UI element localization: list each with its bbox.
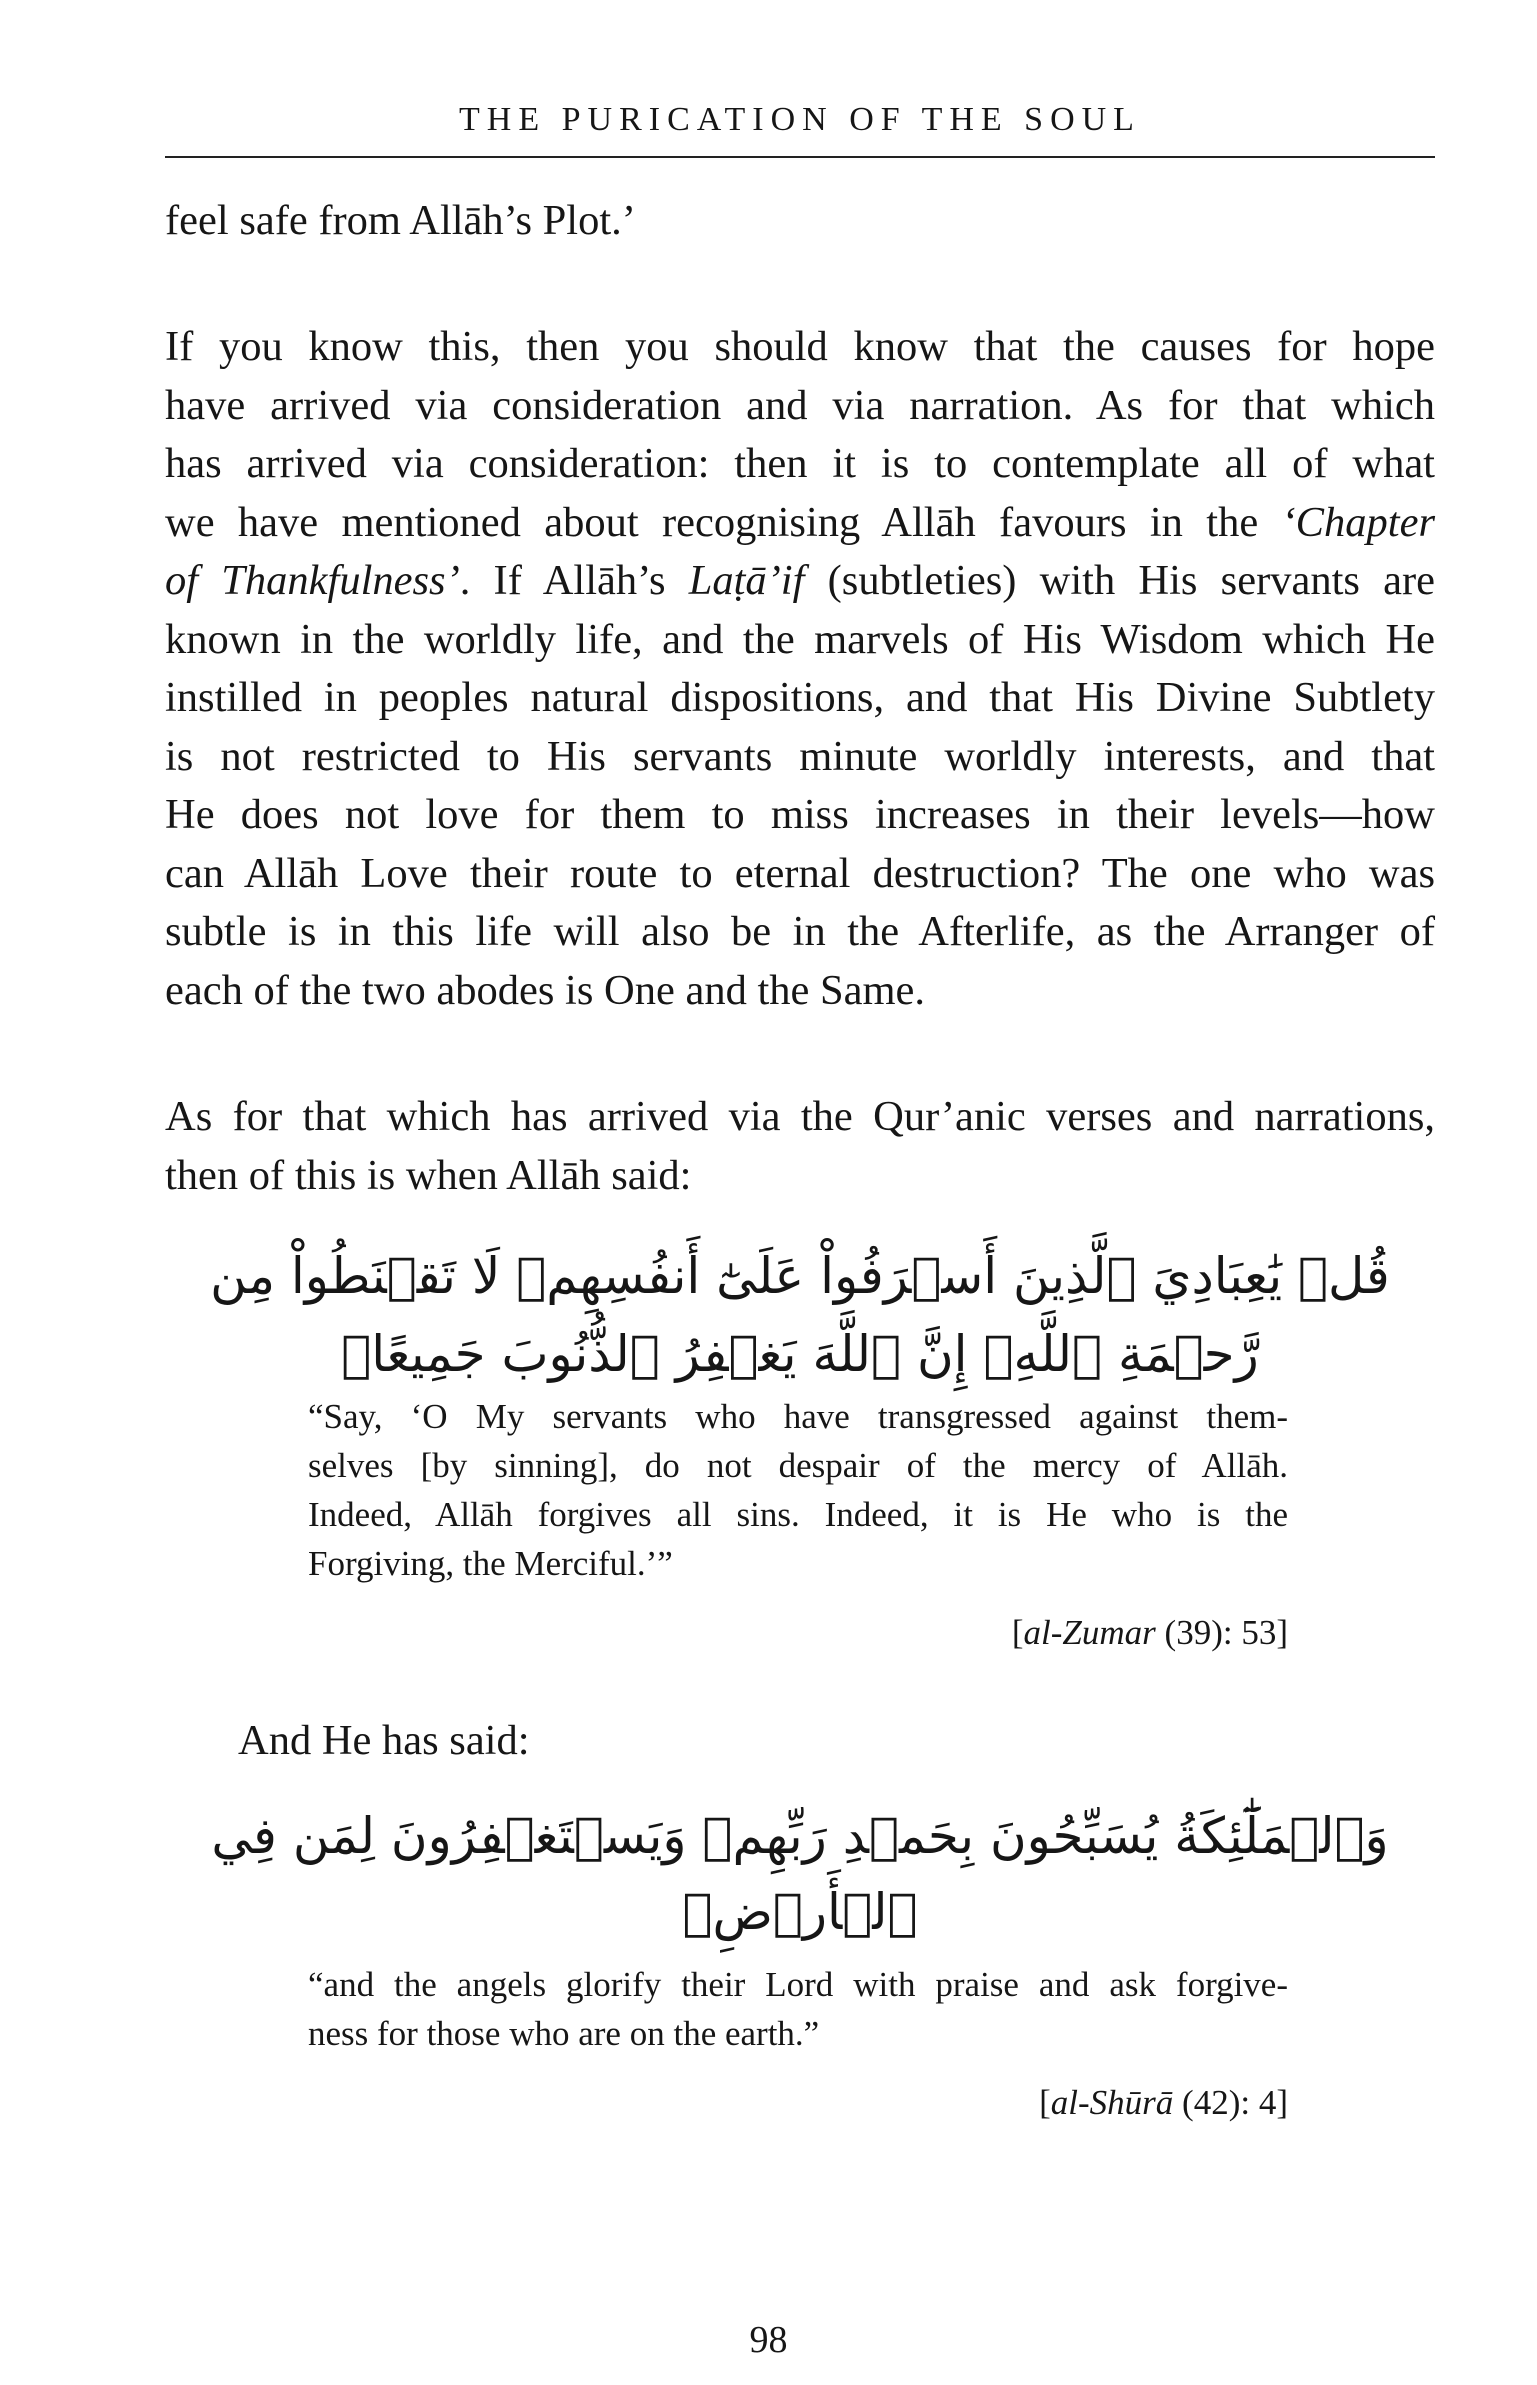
verse-translation-shura bbox=[308, 1960, 1288, 2058]
text-run: we have mentioned about recognising Allāh favours in the bbox=[165, 498, 1282, 546]
ref-bracket: [ bbox=[1039, 2083, 1051, 2122]
text-line: then of this is when Allāh said: bbox=[165, 1151, 692, 1199]
page-number: 98 bbox=[749, 2319, 788, 2361]
text-line: each of the two abodes is One and the Same. bbox=[165, 966, 926, 1014]
italic-latif: Laṭā’if bbox=[688, 557, 805, 604]
text-line: subtle is in this life will also be in the Afterlife, as the Arranger of bbox=[165, 908, 1435, 955]
ref-numbers: (42): 4] bbox=[1173, 2083, 1288, 2122]
verse-translation-zumar bbox=[308, 1392, 1288, 1588]
text-line: is not restricted to His servants minute worldly interests, and that bbox=[165, 732, 1435, 780]
ref-numbers: (39): 53] bbox=[1155, 1613, 1288, 1652]
text-line: instilled in peoples natural dispositions, and that His Divine Subtlety bbox=[165, 674, 1435, 721]
text-line: feel safe from Allāh’s Plot.’ bbox=[165, 197, 636, 244]
text-line: can Allāh Love their route to eternal destruction? The one who was bbox=[165, 849, 1435, 897]
verse-reference-shura bbox=[700, 2080, 1288, 2125]
arabic-verse-shura-line1: وَٱلۡمَلَٰٓئِكَةُ يُسَبِّحُونَ بِحَمۡدِ رَبِّهِمۡ وَيَسۡتَغۡفِرُونَ لِمَن فِي bbox=[211, 1807, 1389, 1865]
text-line bbox=[165, 494, 1435, 553]
italic-of: of bbox=[165, 557, 222, 604]
text-line: has arrived via consideration: then it is to contemplate all of what bbox=[165, 440, 1435, 487]
text-run: (subtleties) with His servants are bbox=[804, 557, 1436, 604]
paragraph-continuation bbox=[165, 192, 1435, 251]
text-line: Indeed, Allāh forgives all sins. Indeed, it is He who is the bbox=[308, 1495, 1288, 1534]
arabic-verse-zumar-line1: قُلۡ يَٰعِبَادِيَ ٱلَّذِينَ أَسۡرَفُواْ عَلَىٰٓ أَنفُسِهِمۡ لَا تَقۡنَطُواْ مِن bbox=[210, 1247, 1390, 1305]
text-line: If you know this, then you should know that the causes for hope bbox=[165, 323, 1435, 370]
text-line: known in the worldly life, and the marvels of His Wisdom which He bbox=[165, 615, 1435, 663]
text-run: . If Allāh’s bbox=[459, 557, 689, 604]
surah-name: al-Shūrā bbox=[1050, 2083, 1174, 2122]
running-head: THE PURICATION OF THE SOUL bbox=[459, 101, 1141, 138]
arabic-verse-shura-line2: ٱلۡأَرۡضِۗ bbox=[682, 1883, 918, 1941]
text-line: He does not love for them to miss increases in their levels—how bbox=[165, 791, 1435, 838]
header-rule bbox=[165, 156, 1435, 158]
ref-bracket: [ bbox=[1011, 1613, 1024, 1652]
text-line: Forgiving, the Merciful.’” bbox=[308, 1544, 673, 1583]
arabic-verse-zumar-line2: رَّحۡمَةِ ٱللَّهِۚ إِنَّ ٱللَّهَ يَغۡفِرُ ٱلذُّنُوبَ جَمِيعًاۚ bbox=[341, 1325, 1259, 1383]
text-line bbox=[165, 552, 1435, 611]
text-line: As for that which has arrived via the Qur’anic verses and narrations, bbox=[165, 1093, 1435, 1140]
surah-name: al-Zumar bbox=[1023, 1613, 1156, 1652]
italic-thankfulness: Thankfulness’ bbox=[221, 557, 460, 604]
paragraph-hope-causes bbox=[165, 318, 1435, 1020]
verse-reference-zumar bbox=[700, 1610, 1288, 1655]
paragraph-quranic-verses bbox=[165, 1088, 1435, 1205]
text-line: selves [by sinning], do not despair of the mercy of Allāh. bbox=[308, 1446, 1288, 1485]
text-line: ness for those who are on the earth.” bbox=[308, 2014, 820, 2053]
italic-chapter: ‘Chapter bbox=[1281, 498, 1435, 546]
lead-in-text: And He has said: bbox=[238, 1717, 530, 1764]
text-line: have arrived via consideration and via narration. As for that which bbox=[165, 381, 1435, 429]
text-line: “Say, ‘O My servants who have transgressed against them- bbox=[308, 1397, 1288, 1436]
text-line: “and the angels glorify their Lord with praise and ask forgive- bbox=[308, 1965, 1288, 2004]
